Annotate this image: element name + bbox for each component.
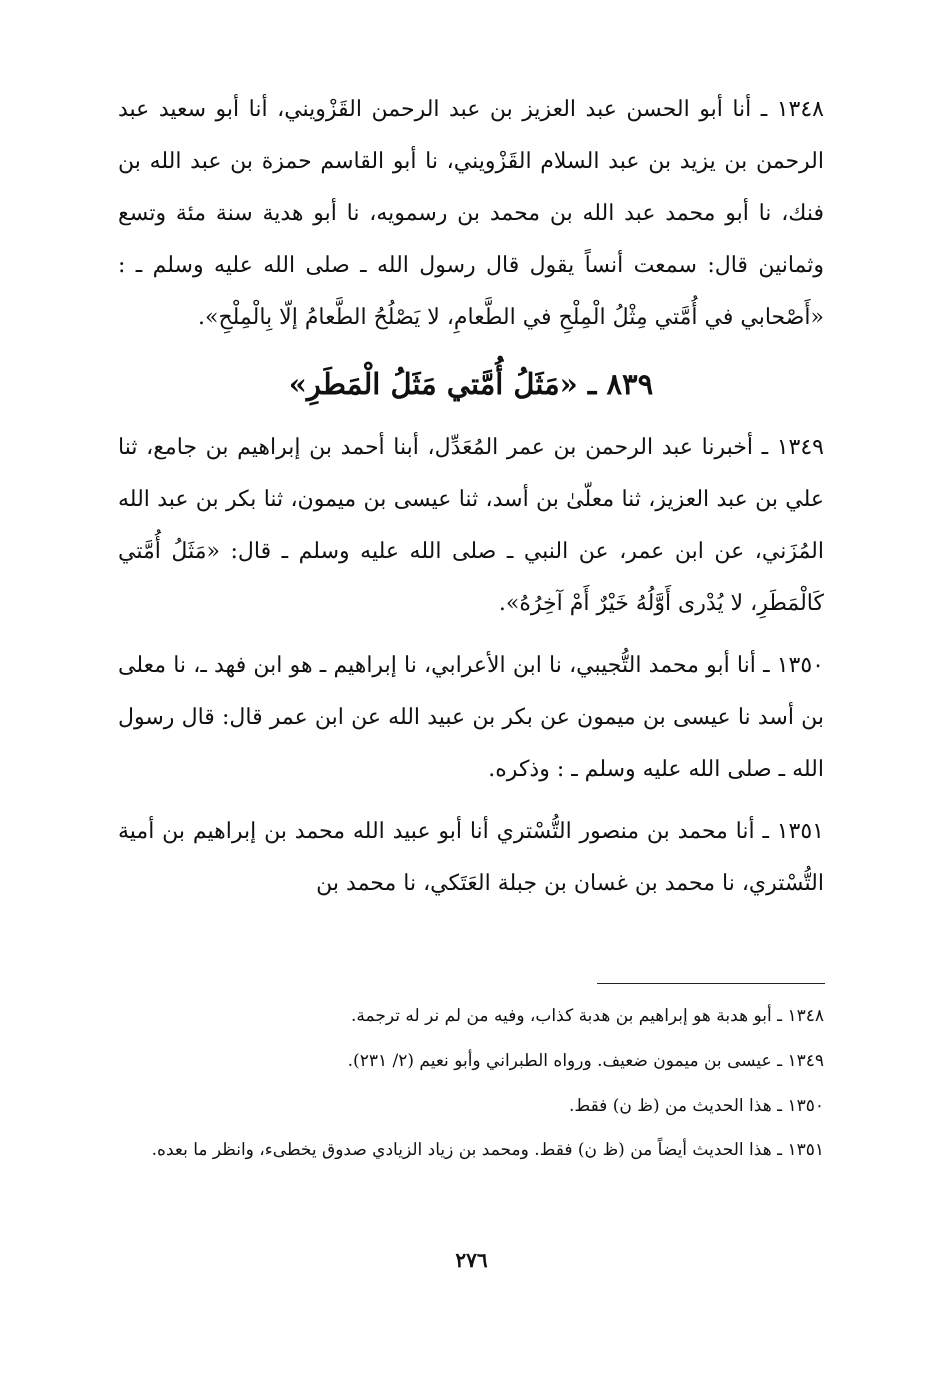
hadith-paragraph-1351: ١٣٥١ ـ أنا محمد بن منصور التُّسْتري أنا أبو عبيد الله محمد بن إبراهيم بن أمية التُّسْتري، نا محمد بن غسان بن جبلة العَتَكي، نا محمد بن <box>118 819 824 896</box>
page-number: ٢٧٦ <box>455 1248 488 1272</box>
footnote-1349: ١٣٤٩ ـ عيسى بن ميمون ضعيف. ورواه الطبراني وأبو نعيم (٢/ ٢٣١). <box>347 1051 824 1071</box>
hadith-paragraph-1348: ١٣٤٨ ـ أنا أبو الحسن عبد العزيز بن عبد الرحمن القَزْويني، أنا أبو سعيد عبد الرحمن بن يزيد بن عبد السلام القَزْويني، نا أبو القاسم حمزة بن عبد الله بن فنك، نا أبو محمد عبد الله بن محمد بن رسمويه، نا أبو هدية سنة مئة وتسع وثمانين قال: سمعت أنساً يقول قال رسول الله ـ صلى الله عليه وسلم ـ : «أَصْحابي في أُمَّتي مِثْلُ الْمِلْحِ في الطَّعامِ، لا يَصْلُحُ الطَّعامُ إلّا بِالْمِلْحِ». <box>118 97 824 330</box>
footnote-divider <box>597 983 825 984</box>
hadith-paragraph-1350: ١٣٥٠ ـ أنا أبو محمد التُّجيبي، نا ابن الأعرابي، نا إبراهيم ـ هو ابن فهد ـ، نا معلى بن أسد نا عيسى بن ميمون عن بكر بن عبيد الله عن ابن عمر قال: قال رسول الله ـ صلى الله عليه وسلم ـ : وذكره. <box>118 653 824 782</box>
footnote-1348: ١٣٤٨ ـ أبو هدبة هو إبراهيم بن هدبة كذاب، وفيه من لم نر له ترجمة. <box>351 1006 824 1026</box>
hadith-paragraph-1349: ١٣٤٩ ـ أخبرنا عبد الرحمن بن عمر المُعَدِّل، أبنا أحمد بن إبراهيم بن جامع، ثنا علي بن عبد العزيز، ثنا معلّىٰ بن أسد، ثنا عيسى بن ميمون، ثنا بكر بن عبد الله المُزَني، عن ابن عمر، عن النبي ـ صلى الله عليه وسلم ـ قال: «مَثَلُ أُمَّتي كَالْمَطَرِ، لا يُدْرى أَوَّلُهُ خَيْرٌ أَمْ آخِرُهُ». <box>118 435 824 616</box>
chapter-heading: ٨٣٩ ـ «مَثَلُ أُمَّتي مَثَلُ الْمَطَرِ» <box>288 367 654 401</box>
footnotes <box>118 1000 824 1178</box>
footnote-1350: ١٣٥٠ ـ هذا الحديث من (ظ ن) فقط. <box>569 1096 824 1116</box>
footnote-1351: ١٣٥١ ـ هذا الحديث أيضاً من (ظ ن) فقط. ومحمد بن زياد الزيادي صدوق يخطىء، وانظر ما بعده. <box>151 1140 824 1160</box>
main-text <box>118 84 824 920</box>
